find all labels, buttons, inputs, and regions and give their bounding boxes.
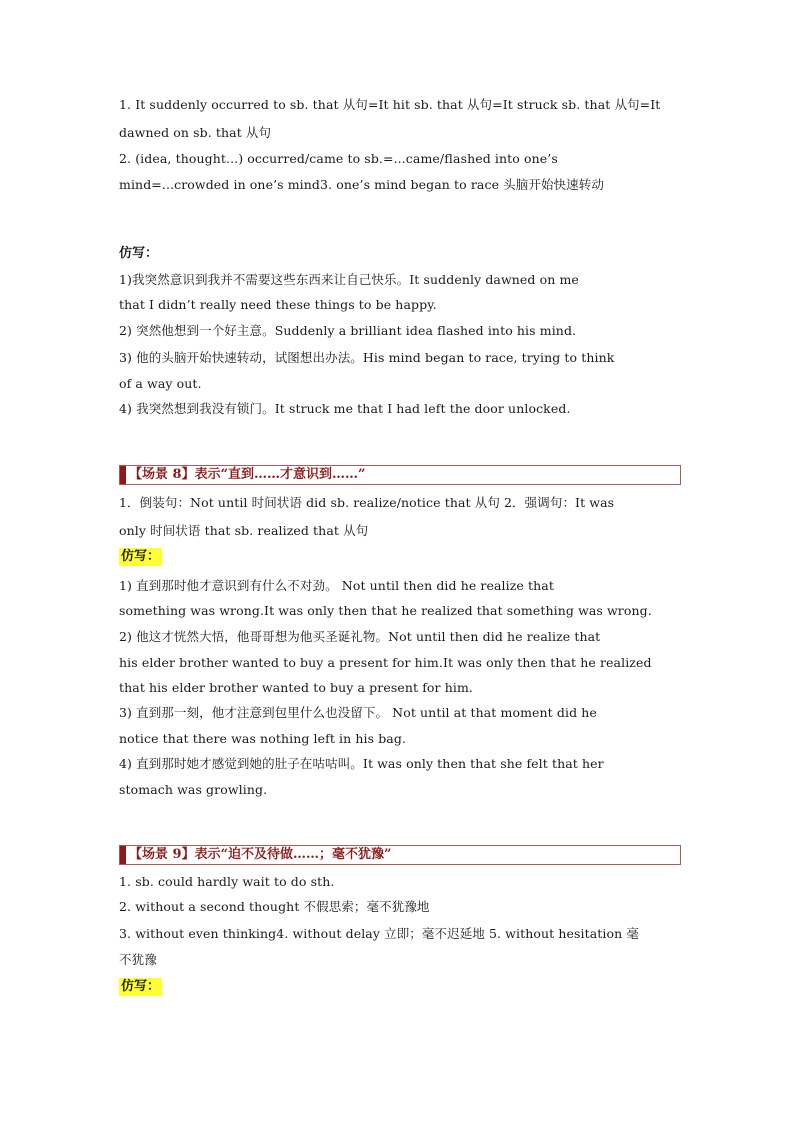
- text-line: 1)我突然意识到我并不需要这些东西来让自己快乐。It suddenly dawned on me: [119, 272, 579, 287]
- text-line: that his elder brother wanted to buy a present for him.: [119, 680, 473, 695]
- banner-accent-bar: [120, 466, 126, 484]
- imitation-label: 仿写：: [121, 549, 161, 564]
- text-line: 2) 他这才恍然大悟，他哥哥想为他买圣诞礼物。Not until then did he realize that: [119, 629, 601, 644]
- text-line: something was wrong.It was only then that he realized that something was wrong.: [119, 603, 652, 618]
- scene-9-banner: [119, 845, 681, 865]
- text-line: 1．倒装句：Not until 时间状语 did sb. realize/notice that 从句 2．强调句：It was: [119, 495, 615, 510]
- text-line: 2) 突然他想到一个好主意。Suddenly a brilliant idea flashed into his mind.: [119, 323, 577, 338]
- text-line: notice that there was nothing left in his bag.: [119, 731, 407, 746]
- text-line: 3) 直到那一刻，他才注意到包里什么也没留下。 Not until at that moment did he: [119, 705, 597, 720]
- text-line: 4) 直到那时她才感觉到她的肚子在咕咕叫。It was only then that she felt that her: [119, 756, 604, 771]
- text-line: dawned on sb. that 从句: [119, 125, 272, 140]
- text-line: 2. without a second thought 不假思索；毫不犹豫地: [119, 899, 430, 914]
- text-line: 1. It suddenly occurred to sb. that 从句=It hit sb. that 从句=It struck sb. that 从句=It: [119, 97, 661, 112]
- text-line: of a way out.: [119, 376, 202, 391]
- text-line: stomach was growling.: [119, 782, 268, 797]
- text-line: 2. (idea, thought...) occurred/came to sb.=...came/flashed into one’s: [119, 151, 558, 166]
- text-line: only 时间状语 that sb. realized that 从句: [119, 523, 369, 538]
- text-line: 1) 直到那时他才意识到有什么不对劲。 Not until then did he realize that: [119, 578, 554, 593]
- imitation-label: 仿写：: [121, 979, 161, 994]
- imitation-label: 仿写：: [119, 246, 159, 261]
- banner-accent-bar: [120, 846, 126, 864]
- text-line: 3. without even thinking4. without delay 立即；毫不迟延地 5. without hesitation 毫: [119, 926, 639, 941]
- text-line: mind=...crowded in one’s mind3. one’s mind began to race 头脑开始快速转动: [119, 177, 604, 192]
- text-line: 1. sb. could hardly wait to do sth.: [119, 874, 335, 889]
- scene-9-title: 【场景 9】表示“迫不及待做……；毫不犹豫”: [129, 847, 392, 862]
- text-line: 3) 他的头脑开始快速转动，试图想出办法。His mind began to race, trying to think: [119, 350, 615, 365]
- text-line: 不犹豫: [119, 952, 157, 967]
- text-line: that I didn’t really need these things to be happy.: [119, 297, 437, 312]
- text-line: his elder brother wanted to buy a present for him.It was only then that he realized: [119, 655, 652, 670]
- text-line: 4) 我突然想到我没有锁门。It struck me that I had left the door unlocked.: [119, 401, 571, 416]
- scene-8-title: 【场景 8】表示“直到……才意识到……”: [129, 467, 366, 482]
- scene-8-banner: [119, 465, 681, 485]
